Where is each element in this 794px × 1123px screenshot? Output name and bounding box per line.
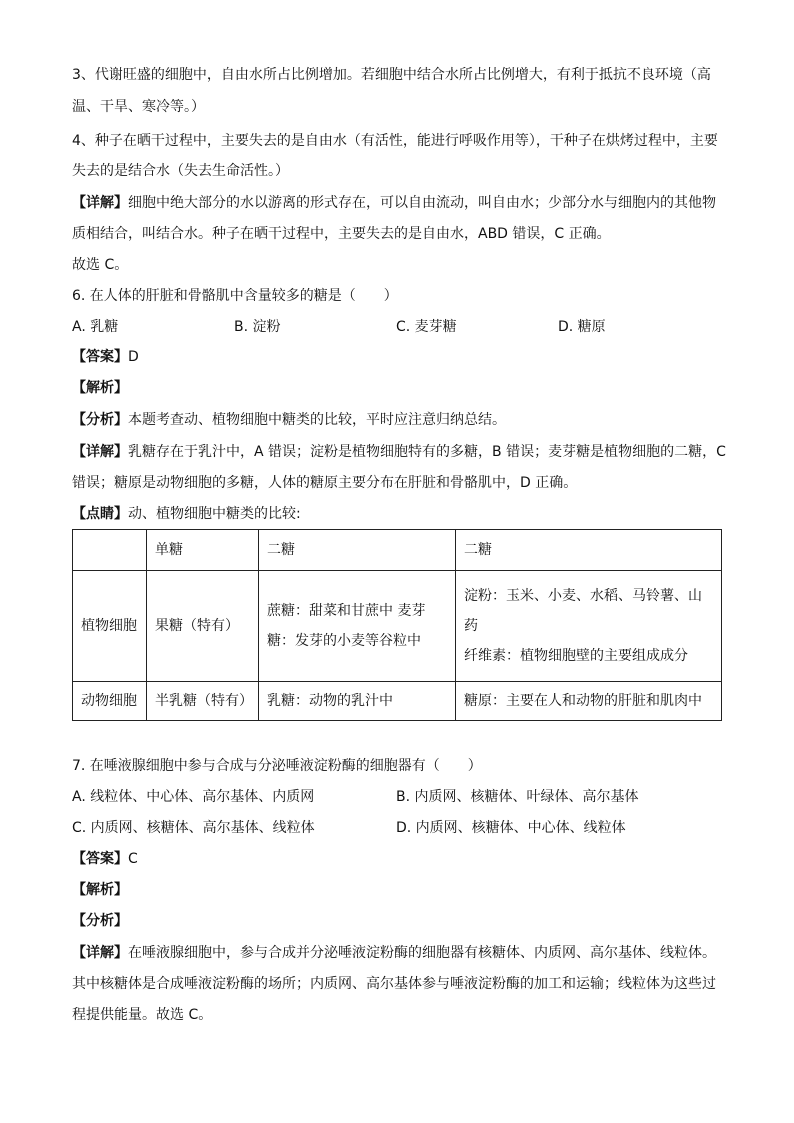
q6-answer [72, 347, 139, 367]
text-line: 其中核糖体是合成唾液淀粉酶的场所；内质网、高尔基体参与唾液淀粉酶的加工和运输；线粒体为这些过 [72, 976, 716, 992]
q7-option-d: D. 内质网、核糖体、中心体、线粒体 [396, 820, 626, 836]
answer-tag: 【答案】 [72, 349, 128, 365]
table-cell: 果糖（特有） [147, 571, 259, 682]
detail-text: 在唾液腺细胞中，参与合成并分泌唾液淀粉酶的细胞器有核糖体、内质网、高尔基体、线粒体。 [128, 945, 716, 961]
detail-tag: 【详解】 [72, 444, 128, 460]
cell-text: 药 [464, 618, 478, 634]
fenxi-tag: 【分析】 [72, 412, 128, 428]
q7-option-c: C. 内质网、核糖体、高尔基体、线粒体 [72, 820, 315, 836]
note-tag: 【点睛】 [72, 506, 128, 522]
analysis-tag: 【解析】 [72, 380, 128, 396]
q6-detail [72, 442, 726, 462]
cell-text: 蔗糖：甜菜和甘蔗中 麦芽 [267, 603, 426, 619]
q6-option-b: B. 淀粉 [234, 319, 281, 335]
cell-text: 纤维素：植物细胞壁的主要组成成分 [464, 648, 688, 664]
detail-tag: 【详解】 [72, 945, 128, 961]
table-header-cell: 单糖 [147, 530, 259, 571]
table-cell [259, 571, 456, 682]
text-line: 质相结合，叫结合水。种子在晒干过程中，主要失去的是自由水，ABD 错误，C 正确。 [72, 226, 611, 242]
cell-text: 淀粉：玉米、小麦、水稻、马铃薯、山 [464, 588, 702, 604]
table-cell-label: 动物细胞 [73, 682, 147, 721]
q6-analysis-tag [72, 378, 128, 398]
table-header-cell: 二糖 [259, 530, 456, 571]
answer-tag: 【答案】 [72, 851, 128, 867]
q6-note [72, 504, 301, 524]
text-line: 程提供能量。故选 C。 [72, 1007, 213, 1023]
answer-value: D [128, 349, 139, 365]
q7-option-a: A. 线粒体、中心体、高尔基体、内质网 [72, 789, 315, 805]
q7-answer [72, 849, 138, 869]
fenxi-tag: 【分析】 [72, 913, 128, 929]
text-line: 故选 C。 [72, 257, 129, 273]
text-line: 3、代谢旺盛的细胞中，自由水所占比例增加。若细胞中结合水所占比例增大，有利于抵抗不良环境（高 [72, 67, 711, 83]
table-header-cell [73, 530, 147, 571]
table-cell: 半乳糖（特有） [147, 682, 259, 721]
table-header-row [73, 530, 722, 571]
q7-fenxi-tag [72, 911, 128, 931]
table-header-cell: 二糖 [456, 530, 722, 571]
detail-paragraph [72, 193, 716, 213]
cell-text: 糖：发芽的小麦等谷粒中 [267, 633, 421, 649]
q7-option-b: B. 内质网、核糖体、叶绿体、高尔基体 [396, 789, 639, 805]
q6-fenxi [72, 410, 506, 430]
detail-text: 细胞中绝大部分的水以游离的形式存在，可以自由流动，叫自由水；少部分水与细胞内的其他物 [128, 195, 716, 211]
sugar-comparison-table [72, 529, 722, 721]
question-7-stem: 7. 在唾液腺细胞中参与合成与分泌唾液淀粉酶的细胞器有（ ） [72, 758, 482, 774]
note-text: 动、植物细胞中糖类的比较: [128, 506, 301, 522]
q7-analysis-tag [72, 880, 128, 900]
question-6-stem: 6. 在人体的肝脏和骨骼肌中含量较多的糖是（ ） [72, 288, 398, 304]
analysis-tag: 【解析】 [72, 882, 128, 898]
q6-option-a: A. 乳糖 [72, 319, 119, 335]
q6-option-c: C. 麦芽糖 [396, 319, 457, 335]
text-line: 4、种子在晒干过程中，主要失去的是自由水（有活性，能进行呼吸作用等），干种子在烘烤过程中，主要 [72, 133, 718, 149]
table-row [73, 682, 722, 721]
text-line: 温、干旱、寒冷等。） [72, 99, 205, 115]
q6-option-d: D. 糖原 [558, 319, 606, 335]
table-cell [456, 571, 722, 682]
table-cell: 糖原：主要在人和动物的肝脏和肌肉中 [456, 682, 722, 721]
detail-tag: 【详解】 [72, 195, 128, 211]
fenxi-text: 本题考查动、植物细胞中糖类的比较，平时应注意归纳总结。 [128, 412, 506, 428]
text-line: 错误；糖原是动物细胞的多糖，人体的糖原主要分布在肝脏和骨骼肌中，D 正确。 [72, 475, 578, 491]
table-cell-label: 植物细胞 [73, 571, 147, 682]
table-row [73, 571, 722, 682]
q7-detail [72, 943, 716, 963]
text-line: 失去的是结合水（失去生命活性。） [72, 163, 289, 179]
answer-value: C [128, 851, 138, 867]
detail-text: 乳糖存在于乳汁中，A 错误；淀粉是植物细胞特有的多糖，B 错误；麦芽糖是植物细胞的二糖，C [128, 444, 726, 460]
table-cell: 乳糖：动物的乳汁中 [259, 682, 456, 721]
